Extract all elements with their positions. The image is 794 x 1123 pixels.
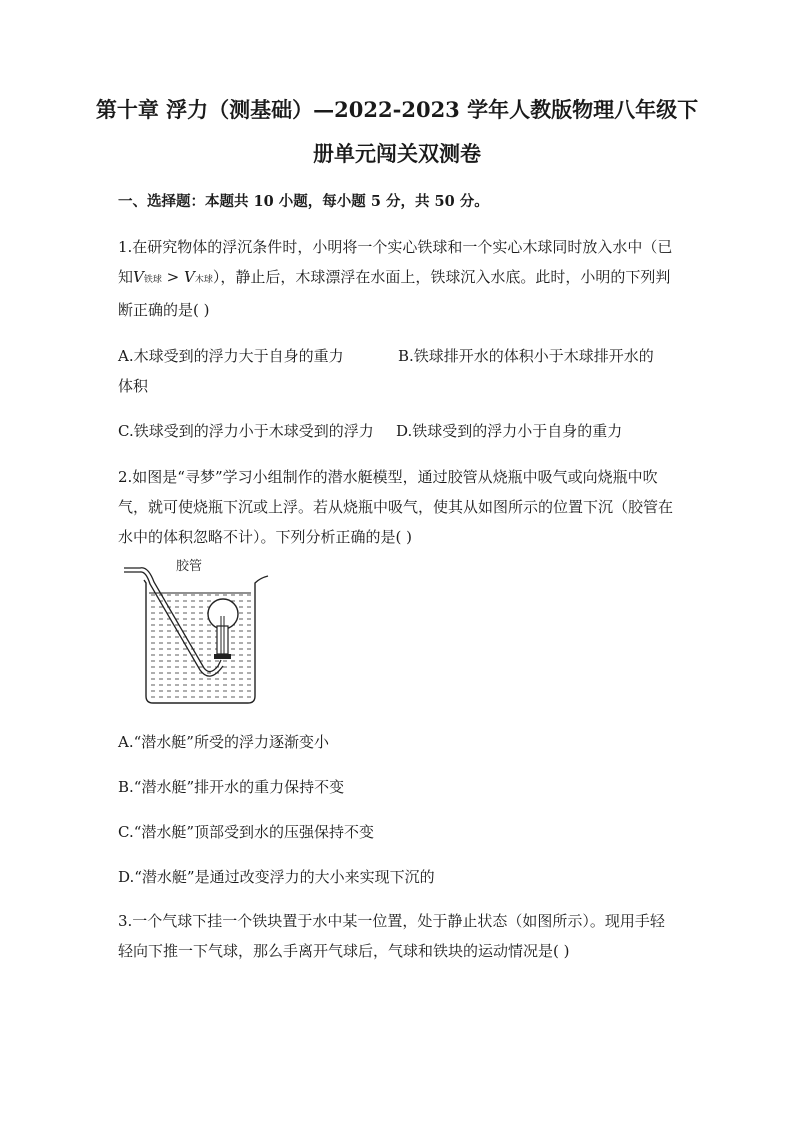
greater-than-sign: > (161, 268, 184, 286)
question-1-option-c: C.铁球受到的浮力小于木球受到的浮力 (118, 422, 374, 440)
section-heading: 一、选择题：本题共 10 小题，每小题 5 分，共 50 分。 (118, 193, 489, 210)
volume-symbol: V (183, 268, 195, 286)
question-2-option-d: D.“潜水艇”是通过改变浮力的大小来实现下沉的 (118, 868, 435, 886)
question-2-option-c: C.“潜水艇”顶部受到水的压强保持不变 (118, 823, 375, 841)
question-1-stem (118, 232, 678, 325)
subscript-wood-ball: 木球 (194, 275, 213, 285)
submarine-model-figure (118, 556, 298, 711)
question-1-option-b: B.铁球排开水的体积小于木球排开水的 (398, 347, 654, 365)
hose-label: 胶管 (176, 559, 203, 574)
question-1-option-a: A.木球受到的浮力大于自身的重力 (118, 347, 344, 365)
question-1-stem-part-b: ），静止后，木球漂浮在水面上，铁球沉入水底。此时，小明的下列判断正确的是( ) (118, 268, 671, 319)
question-1-stem-part-a: 1.在研究物体的浮沉条件时，小明将一个实心铁球和一个实心木球同时放入水中（已知 (118, 238, 673, 286)
flask-neck (217, 626, 228, 654)
volume-symbol: V (133, 268, 144, 286)
question-2-option-b: B.“潜水艇”排开水的重力保持不变 (118, 778, 345, 796)
question-3-stem: 3.一个气球下挂一个铁块置于水中某一位置，处于静止状态（如图所示）。现用手轻轻向下推一下气球，那么手离开气球后，气球和铁块的运动情况是( ) (118, 912, 665, 960)
question-1-option-b-continued: 体积 (118, 377, 149, 395)
document-title-line1: 第十章 浮力（测基础）—2022-2023 学年人教版物理八年级下 (95, 97, 699, 122)
question-2-option-a: A.“潜水艇”所受的浮力逐渐变小 (118, 733, 329, 751)
document-title-line2: 册单元闯关双测卷 (313, 141, 481, 166)
question-1-option-d: D.铁球受到的浮力小于自身的重力 (396, 422, 623, 440)
flask-bulb (208, 599, 238, 629)
question-2-stem: 2.如图是“寻梦”学习小组制作的潜水艇模型，通过胶管从烧瓶中吸气或向烧瓶中吹气，就可使烧瓶下沉或上浮。若从烧瓶中吸气，使其从如图所示的位置下沉（胶管在水中的体积忽略不计）。下列分析正确的是( ) (118, 468, 674, 546)
flask-stopper (214, 654, 231, 659)
subscript-iron-ball: 铁球 (143, 275, 162, 285)
